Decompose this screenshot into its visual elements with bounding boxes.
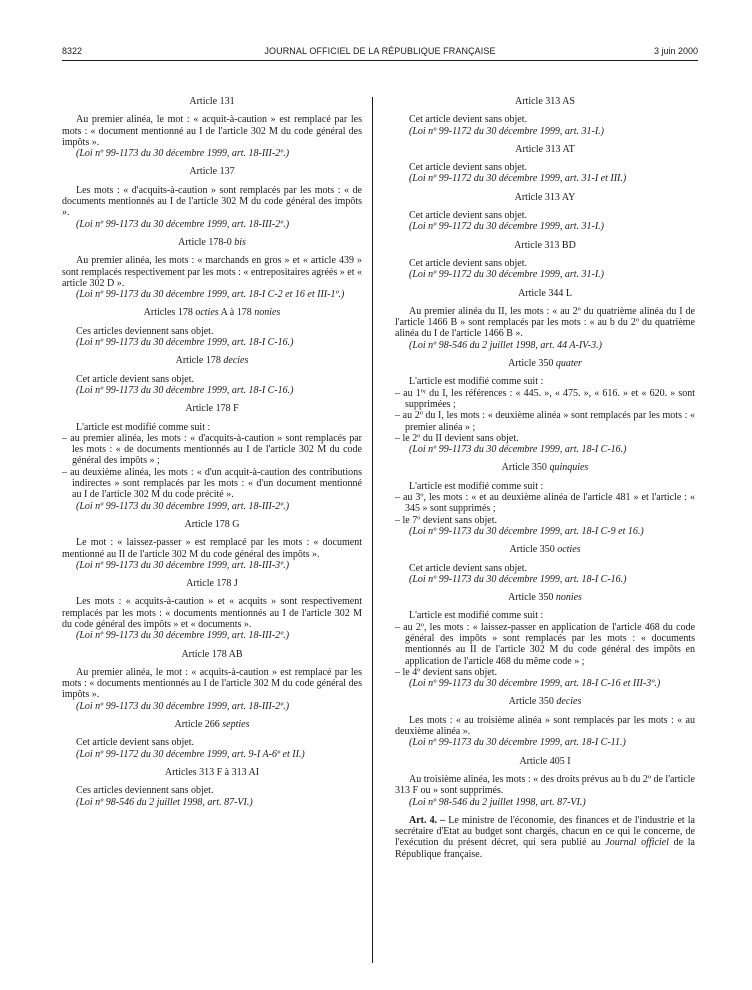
article-title: [62, 719, 362, 730]
article-reference: (Loi nº 99-1173 du 30 décembre 1999, art. 18-I C-16.): [76, 337, 294, 349]
article-reference: (Loi nº 99-1173 du 30 décembre 1999, art. 18-III-3º.): [76, 559, 290, 571]
list-item: – au 1ºʳ du I, les références : « 445. », « 475. », « 616. » et « 620. » sont supprimées ;: [395, 388, 695, 411]
amendment-list: [395, 622, 695, 678]
article-intro: L'article est modifié comme suit :: [76, 421, 211, 433]
article-title: Article 313 AT: [515, 143, 575, 155]
article-intro: L'article est modifié comme suit :: [409, 480, 544, 492]
article-178-decies: [62, 355, 362, 396]
article-131: [62, 96, 362, 159]
article-350-decies: [395, 696, 695, 748]
left-column: [62, 96, 362, 815]
article-title: Article 178 F: [185, 403, 239, 415]
article-title-suffix: octies: [557, 544, 581, 556]
article-reference: (Loi nº 98-546 du 2 juillet 1998, art. 44 A-IV-3.): [409, 339, 602, 351]
list-item: – au premier alinéa, les mots : « d'acquits-à-caution » sont remplacés par les mots : « de documents mentionnés au I de l'article 302 M du code général des impôts » ;: [62, 433, 362, 467]
article-title-suffix: quinquies: [549, 462, 589, 474]
article-title: [62, 237, 362, 248]
article-title: [62, 307, 362, 318]
article-reference: (Loi nº 99-1173 du 30 décembre 1999, art. 18-I C-16.): [76, 384, 294, 396]
article-313-bd: [395, 240, 695, 281]
articles-178-octies-a-nonies: [62, 307, 362, 348]
list-item: – au 2º, les mots : « laissez-passer en application de l'article 468 du code général des impôts » sont remplacés par les mots : « documents mentionnés au II de l'article 302 M du code général des impôts en application de l'article 468 du même code » ;: [395, 622, 695, 667]
article-text: Cet article devient sans objet.: [76, 373, 195, 385]
article-reference: (Loi nº 98-546 du 2 juillet 1998, art. 87-VI.): [76, 796, 253, 808]
article-text: [395, 815, 695, 860]
page-number: 8322: [62, 46, 83, 56]
article-title-main: Article 266: [174, 719, 220, 731]
article-178-f: [62, 403, 362, 512]
column-divider: [372, 97, 373, 963]
article-label: Art. 4. –: [409, 814, 446, 826]
article-title: [395, 544, 695, 555]
article-title-main: Article 350: [508, 696, 554, 708]
article-text: Cet article devient sans objet.: [409, 114, 528, 126]
article-350-quater: [395, 358, 695, 455]
article-reference: (Loi nº 99-1172 du 30 décembre 1999, art. 31-I et III.): [409, 173, 627, 185]
article-intro: L'article est modifié comme suit :: [409, 610, 544, 622]
article-title-main: Article 178-0: [178, 236, 232, 248]
article-title: [395, 696, 695, 707]
article-title: Article 178 AB: [181, 648, 243, 660]
article-text: Cet article devient sans objet.: [76, 737, 195, 749]
article-title: Article 178 G: [184, 518, 240, 530]
article-reference: (Loi nº 99-1173 du 30 décembre 1999, art. 18-I C-16 et III-3º.): [409, 678, 661, 690]
article-reference: (Loi nº 98-546 du 2 juillet 1998, art. 87-VI.): [409, 796, 586, 808]
article-313-ay: [395, 192, 695, 233]
article-178-ab: [62, 649, 362, 712]
article-text: Au premier alinéa, les mots : « marchands en gros » et « article 439 » sont remplacés respectivement par les mots : « entrepositaires agréés » et « article 302 D ».: [62, 255, 362, 289]
article-title: Articles 313 F à 313 AI: [164, 766, 260, 778]
article-title: Article 131: [189, 96, 235, 107]
article-text: Cet article devient sans objet.: [409, 562, 528, 574]
article-350-octies: [395, 544, 695, 585]
article-405-i: [395, 756, 695, 808]
article-reference: (Loi nº 99-1172 du 30 décembre 1999, art. 31-I.): [409, 221, 605, 233]
header-rule: [62, 60, 698, 61]
article-title-suffix: bis: [234, 236, 246, 248]
article-intro: L'article est modifié comme suit :: [409, 376, 544, 388]
article-350-quinquies: [395, 462, 695, 537]
article-text: Cet article devient sans objet.: [409, 210, 528, 222]
article-title: [395, 462, 695, 473]
article-title-suffix: quater: [555, 358, 582, 370]
article-reference: (Loi nº 99-1173 du 30 décembre 1999, art. 18-I C-2 et 16 et III-1º.): [76, 289, 345, 301]
amendment-list: [62, 433, 362, 501]
article-178-0-bis: [62, 237, 362, 300]
article-text: Les mots : « d'acquits-à-caution » sont remplacés par les mots : « de documents mentionnés au I de l'article 302 M du code général des impôts ».: [62, 184, 362, 219]
list-item: – le 4º devient sans objet.: [395, 667, 695, 678]
article-title: [62, 355, 362, 366]
article-text: Au premier alinéa du II, les mots : « au 2º du quatrième alinéa du I de l'article 1466 B » sont remplacés par les mots : « au b du 2º du quatrième alinéa du I de l'article 1466 B ».: [395, 305, 695, 340]
article-title: Article 313 AY: [514, 191, 576, 203]
article-title-main: Article 350: [509, 544, 555, 556]
article-reference: (Loi nº 99-1173 du 30 décembre 1999, art. 18-III-2º.): [76, 500, 290, 512]
article-title-suffix: septies: [222, 719, 250, 731]
article-text-part: de la République française.: [395, 837, 695, 860]
article-title-suffix: decies: [556, 696, 582, 708]
page-header: [62, 46, 698, 60]
article-title-main: Article 350: [501, 462, 547, 474]
article-reference: (Loi nº 99-1173 du 30 décembre 1999, art. 18-I C-16.): [409, 444, 627, 456]
article-title: [395, 592, 695, 603]
article-text: Cet article devient sans objet.: [409, 162, 528, 174]
article-title: Article 137: [189, 166, 235, 178]
list-item: – au 3º, les mots : « et au deuxième alinéa de l'article 481 » et l'article : « 345 » sont supprimés ;: [395, 492, 695, 515]
article-title-main: Article 350: [508, 592, 554, 604]
article-reference: (Loi nº 99-1173 du 30 décembre 1999, art. 18-III-2º.): [76, 630, 290, 642]
article-313-as: [395, 96, 695, 137]
article-178-g: [62, 519, 362, 571]
article-text: Les mots : « acquits-à-caution » et « acquits » sont respectivement remplacés par les mots : « documents mentionnés au I de l'article 302 M du code général des impôts » et « documents ».: [62, 596, 362, 630]
article-reference: (Loi nº 99-1173 du 30 décembre 1999, art. 18-III-2º.): [76, 218, 290, 230]
article-title: Article 178 J: [186, 578, 238, 590]
article-title: Article 313 AS: [515, 96, 575, 107]
article-reference: (Loi nº 99-1172 du 30 décembre 1999, art. 9-I A-6º et II.): [76, 748, 305, 760]
right-column: [395, 96, 695, 867]
list-item: – au 2º du I, les mots : « deuxième alinéa » sont remplacés par les mots : « premier alinéa » ;: [395, 410, 695, 433]
journal-title: JOURNAL OFFICIEL DE LA RÉPUBLIQUE FRANÇAISE: [264, 46, 496, 56]
article-266-septies: [62, 719, 362, 760]
article-title: [395, 358, 695, 369]
article-350-nonies: [395, 592, 695, 689]
article-text: Au troisième alinéa, les mots : « des droits prévus au b du 2º de l'article 313 F ou » sont supprimés.: [395, 773, 695, 797]
article-title-main: Article 350: [508, 358, 554, 370]
amendment-list: [395, 492, 695, 526]
article-reference: (Loi nº 99-1172 du 30 décembre 1999, art. 31-I.): [409, 125, 605, 137]
article-text: Le mot : « laissez-passer » est remplacé par les mots : « document mentionné au II de l'article 302 M du code général des impôts ».: [62, 537, 362, 560]
article-title-suffix: decies: [223, 355, 249, 367]
issue-date: 3 juin 2000: [653, 46, 698, 56]
article-reference: (Loi nº 99-1173 du 30 décembre 1999, art. 18-III-2º.): [76, 148, 290, 160]
article-text: Au premier alinéa, le mot : « acquits-à-caution » est remplacé par les mots : « documents mentionnés au I de l'article 302 M du code général des impôts ».: [62, 666, 362, 701]
article-reference: (Loi nº 99-1173 du 30 décembre 1999, art. 18-I C-16.): [409, 573, 627, 585]
journal-name: Journal officiel: [605, 837, 669, 849]
article-344-l: [395, 288, 695, 351]
article-title: Article 313 BD: [514, 239, 576, 251]
list-item: – le 2º du II devient sans objet.: [395, 433, 695, 444]
article-title-suffix: nonies: [555, 592, 582, 604]
article-text: Les mots : « au troisième alinéa » sont remplacés par les mots : « au deuxième alinéa ».: [395, 714, 695, 738]
article-text: Cet article devient sans objet.: [409, 257, 528, 269]
article-text: Au premier alinéa, le mot : « acquit-à-caution » est remplacé par les mots : « document mentionné au I de l'article 302 M du code général des impôts ».: [62, 114, 362, 148]
article-reference: (Loi nº 99-1173 du 30 décembre 1999, art. 18-I C-11.): [409, 737, 626, 749]
article-title-part: A à 178: [220, 307, 252, 319]
article-title: Article 344 L: [518, 287, 572, 299]
article-313-at: [395, 144, 695, 185]
article-title: Article 405 I: [519, 755, 571, 767]
article-title-suffix: octies: [195, 307, 219, 319]
article-title-part: Articles 178: [143, 307, 193, 319]
article-title-main: Article 178: [175, 355, 221, 367]
article-reference: (Loi nº 99-1173 du 30 décembre 1999, art. 18-III-2º.): [76, 700, 290, 712]
list-item: – le 7º devient sans objet.: [395, 515, 695, 526]
amendment-list: [395, 388, 695, 444]
articles-313-f-to-313-ai: [62, 767, 362, 808]
article-4-final-provision: [395, 815, 695, 860]
article-text: Ces articles deviennent sans objet.: [76, 785, 214, 797]
article-title-suffix: nonies: [254, 307, 281, 319]
list-item: – au deuxième alinéa, les mots : « d'un acquit-à-caution des contributions indirectes » sont remplacés par les mots : « d'un document mentionné au I de l'article 302 M du code précité ».: [62, 467, 362, 501]
article-text-part: Le ministre de l'économie, des finances et de l'industrie et la secrétaire d'Etat au budget sont chargés, chacun en ce qui le concerne, de l'exécution du présent décret, qui sera publié au: [395, 814, 695, 849]
article-137: [62, 166, 362, 229]
article-reference: (Loi nº 99-1173 du 30 décembre 1999, art. 18-I C-9 et 16.): [409, 525, 644, 537]
article-text: Ces articles deviennent sans objet.: [76, 325, 214, 337]
article-reference: (Loi nº 99-1172 du 30 décembre 1999, art. 31-I.): [409, 269, 605, 281]
article-178-j: [62, 578, 362, 641]
